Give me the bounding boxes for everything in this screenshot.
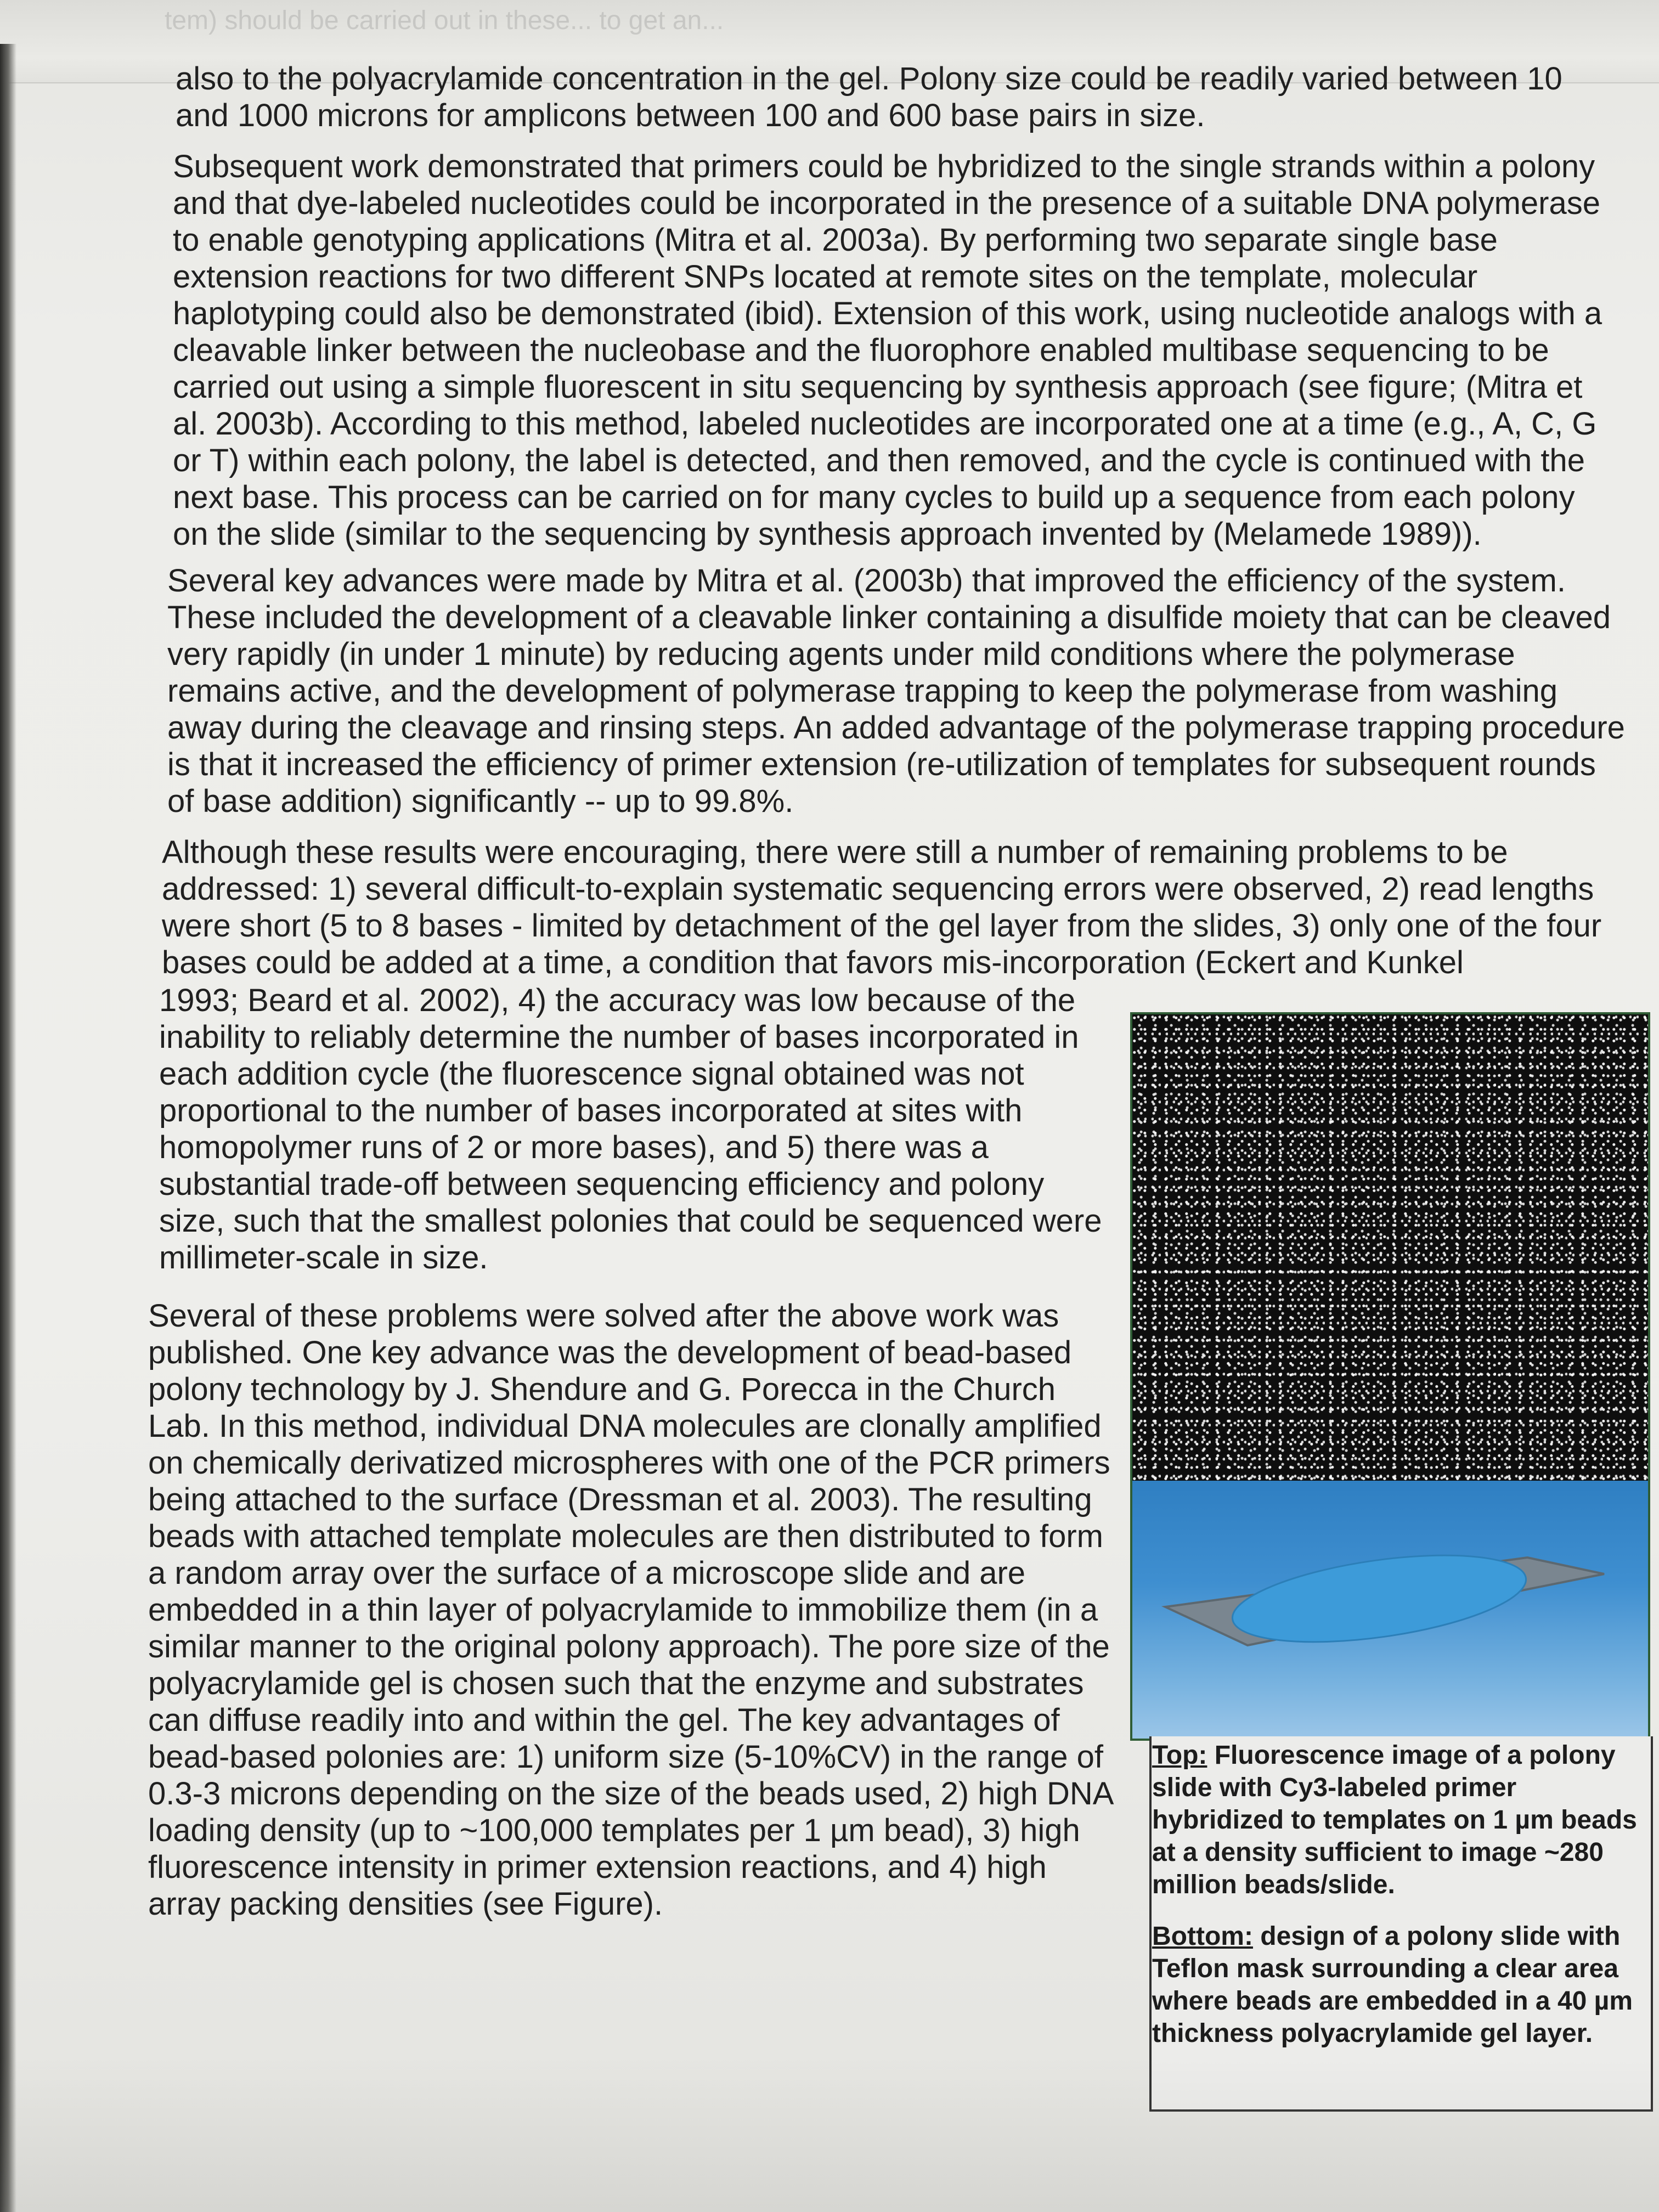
polony-slide-image [1132, 1481, 1648, 1739]
fluorescence-image [1132, 1014, 1648, 1481]
faded-bleedthrough-text: tem) should be carried out in these... to get an... [165, 6, 724, 35]
caption-top-label: Top: [1152, 1741, 1207, 1770]
page-edge-shadow [0, 44, 16, 2212]
figure-polony-slide [1130, 1012, 1650, 1741]
caption-bottom-text: design of a polony slide with Teflon mask surrounding a clear area where beads are embedded in a 40 µm thickness polyacrylamide gel layer. [1152, 1922, 1633, 2048]
clear-gel-area [1227, 1540, 1531, 1657]
caption-top-text: Fluorescence image of a polony slide with Cy3-labeled primer hybridized to templates on 1 µm beads at a density sufficient to image ~280 million beads/slide. [1152, 1741, 1637, 1899]
paragraph-bead-based-polony: Several of these problems were solved after the above work was published. One key advance was the development of bead-based polony technology by J. Shendure and G. Porecca in the Church Lab. In this method, individual DNA molecules are clonally amplified on chemically derivatized microspheres with one of the PCR primers being attached to the surface (Dressman et al. 2003). The resulting beads with attached template molecules are then distributed to form a random array over the surface of a microscope slide and are embedded in a thin layer of polyacrylamide to immobilize them (in a similar manner to the original polony approach). The pore size of the polyacrylamide gel is chosen such that the enzyme and substrates can diffuse readily into and within the gel. The key advantages of bead-based polonies are: 1) uniform size (5-10%CV) in the range of 0.3-3 microns depending on the size of the beads used, 2) high DNA loading density (up to ~100,000 templates per 1 µm bead), 3) high fluorescence intensity in primer extension reactions, and 4) high array packing densities (see Figure). [148, 1298, 1113, 1922]
slide-drawing [1132, 1481, 1648, 1739]
caption-bottom [1152, 1920, 1646, 2050]
paragraph-remaining-problems-continued: 1993; Beard et al. 2002), 4) the accuracy was low because of the inability to reliably determine the number of bases incorporated in each addition cycle (the fluorescence signal obtained was not proportional to the number of bases incorporated at sites with homopolymer runs of 2 or more bases), and 5) there was a substantial trade-off between sequencing efficiency and polony size, such that the smallest polonies that could be sequenced were millimeter-scale in size. [159, 983, 1102, 1276]
paragraph-remaining-problems: Although these results were encouraging, there were still a number of remaining problems to be addressed: 1) several difficult-to-explain systematic sequencing errors were observed, 2) read lengths were short (5 to 8 bases - limited by detachment of the gel layer from the slides, 3) only one of the four bases could be added at a time, a condition that favors mis-incorporation (Eckert and Kunkel [162, 834, 1602, 980]
caption-top [1152, 1739, 1646, 1901]
paragraph-primer-hybridization [173, 148, 1610, 552]
paragraph-primer-hybridization-text: Subsequent work demonstrated that primers could be hybridized to the single strands within a polony and that dye-labeled nucleotides could be incorporated in the presence of a suitable DNA polymerase to enable genotyping applications (Mitra et al. 2003a). By performing two separate single base extension reactions for two different SNPs located at remote sites on the template, molecular haplotyping could also be demonstrated (ibid). Extension of this work, using nucleotide analogs with a cleavable linker between the nucleobase and the fluorophore enabled multibase sequencing to be carried out using a simple fluorescent in situ sequencing by synthesis approach (see figure; (Mitra et al. 2003b). According to this method, labeled nucleotides are incorporated one at a time (e.g., A, C, G or T) within each polony, the label is detected, and then removed, and the cycle is continued with the next base. This process can be carried on for many cycles to build up a sequence from each polony on the slide (similar to the sequencing by synthesis approach invented by (Melamede 1989)). [173, 149, 1602, 552]
caption-bottom-label: Bottom: [1152, 1922, 1253, 1951]
paragraph-polony-size: also to the polyacrylamide concentration in the gel. Polony size could be readily varied between 10 and 1000 microns for amplicons between 100 and 600 base pairs in size. [176, 61, 1562, 133]
paragraph-key-advances: Several key advances were made by Mitra et al. (2003b) that improved the efficiency of the system. These included the development of a cleavable linker containing a disulfide moiety that can be cleaved very rapidly (in under 1 minute) by reducing agents under mild conditions where the polymerase remains active, and the development of polymerase trapping to keep the polymerase from washing away during the cleavage and rinsing steps. An added advantage of the polymerase trapping procedure is that it increased the efficiency of primer extension (re-utilization of templates for subsequent rounds of base addition) significantly -- up to 99.8%. [167, 563, 1625, 819]
